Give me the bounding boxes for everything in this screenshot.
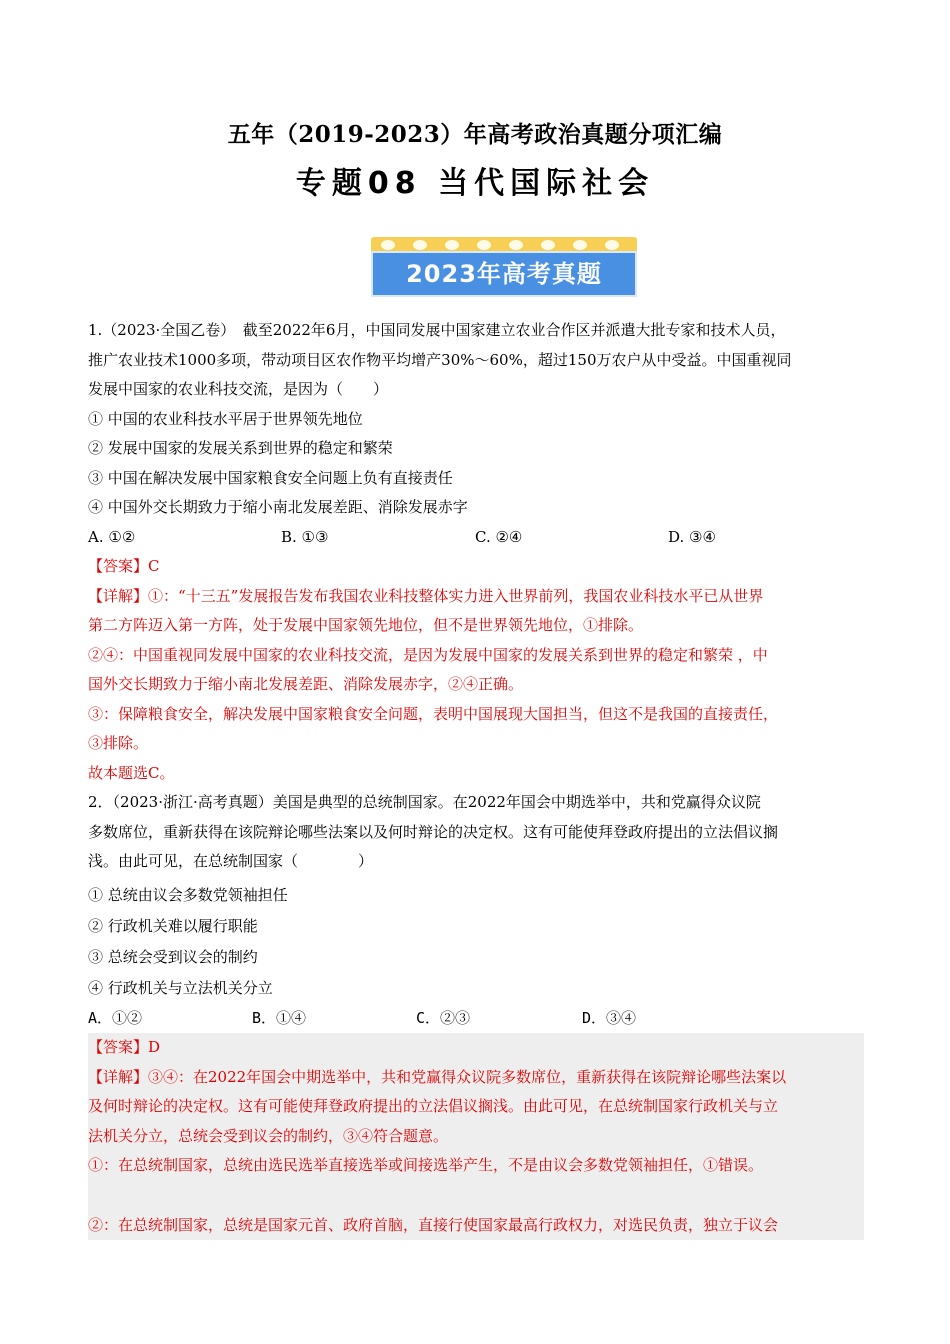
analysis-line: 第二方阵迈入第一方阵，处于发展中国家领先地位，但不是世界领先地位，①排除。: [88, 616, 644, 634]
question-item: ③ 总统会受到议会的制约: [88, 947, 258, 966]
question-item: ④ 行政机关与立法机关分立: [88, 978, 273, 997]
option-b: B．①④: [252, 1008, 307, 1027]
analysis-block: [88, 1033, 864, 1240]
question-stem-line: 2．（2023·浙江·高考真题）美国是典型的总统制国家。在2022年国会中期选举中，共和党赢得众议院: [88, 793, 761, 811]
binding-hole-icon: [445, 240, 459, 250]
question-stem-line: 多数席位，重新获得在该院辩论哪些法案以及何时辩论的决定权。这有可能使拜登政府提出的立法倡议搁: [88, 822, 779, 841]
binding-hole-icon: [573, 240, 587, 250]
question-stem-line: 发展中国家的农业科技交流，是因为（ ）: [88, 380, 389, 398]
questions-content: [88, 316, 864, 1240]
topic-title: 专题08 当代国际社会: [295, 166, 655, 201]
question-item: ③ 中国在解决发展中国家粮食安全问题上负有直接责任: [88, 468, 453, 487]
section-banner: [371, 237, 637, 297]
answer-options: [88, 523, 864, 553]
question-item: ④ 中国外交长期致力于缩小南北发展差距、消除发展赤字: [88, 498, 468, 516]
binding-hole-icon: [477, 240, 491, 250]
document-title: 五年（2019-2023）年高考政治真题分项汇编: [227, 121, 723, 148]
question-item: ② 行政机关难以履行职能: [88, 916, 258, 935]
analysis-line: 【详解】③④：在2022年国会中期选举中，共和党赢得众议院多数席位，重新获得在该院辩论哪些法案以: [88, 1067, 787, 1086]
question-stem-line: 推广农业技术1000多项，带动项目区农作物平均增产30%～60%，超过150万农户从中受益。中国重视同: [88, 350, 792, 369]
binding-hole-icon: [605, 240, 619, 250]
analysis-line: ②④：中国重视同发展中国家的农业科技交流，是因为发展中国家的发展关系到世界的稳定和繁荣 ，中: [88, 645, 768, 664]
answer-key: 【答案】D: [88, 1038, 161, 1056]
question-item: ① 总统由议会多数党领袖担任: [88, 885, 288, 904]
question-item: ① 中国的农业科技水平居于世界领先地位: [88, 409, 363, 428]
answer-key: 【答案】C: [88, 557, 160, 575]
option-a: A．①②: [88, 1008, 143, 1027]
analysis-line: 【详解】①：“十三五”发展报告发布我国农业科技整体实力进入世界前列，我国农业科技水平已从世界: [88, 586, 764, 605]
analysis-line: 及何时辩论的决定权。这有可能使拜登政府提出的立法倡议搁浅。由此可见，在总统制国家行政机关与立: [88, 1097, 779, 1115]
option-d: D．③④: [582, 1008, 637, 1027]
question-stem-line: 1.（2023·全国乙卷） 截至2022年6月，中国同发展中国家建立农业合作区并派遣大批专家和技术人员，: [88, 321, 786, 339]
binding-hole-icon: [381, 240, 395, 250]
option-c: C．②③: [416, 1008, 471, 1027]
binding-hole-icon: [509, 240, 523, 250]
section-banner-label: 2023年高考真题: [371, 251, 637, 297]
analysis-line: 法机关分立，总统会受到议会的制约，③④符合题意。: [88, 1126, 449, 1145]
question-stem-line: 浅。由此可见，在总统制国家（ ）: [88, 852, 374, 870]
answer-options: [88, 1004, 864, 1034]
analysis-line: ③排除。: [88, 734, 149, 752]
analysis-line: ①：在总统制国家，总统由选民选举直接选举或间接选举产生，不是由议会多数党领袖担任，①错误。: [88, 1156, 764, 1174]
option-a: A. ①②: [88, 527, 136, 546]
binding-hole-icon: [541, 240, 555, 250]
question-2: [88, 788, 864, 1240]
option-c: C. ②④: [475, 527, 523, 546]
analysis-line: ③：保障粮食安全，解决发展中国家粮食安全问题，表明中国展现大国担当，但这不是我国的直接责任，: [88, 704, 779, 723]
analysis-line: 故本题选C。: [88, 763, 175, 782]
question-item: ② 发展中国家的发展关系到世界的稳定和繁荣: [88, 439, 393, 457]
binding-hole-icon: [413, 240, 427, 250]
blank-spacer: [88, 1181, 864, 1211]
analysis-line: 国外交长期致力于缩小南北发展差距、消除发展赤字，②④正确。: [88, 675, 524, 693]
question-1: [88, 316, 864, 788]
option-b: B. ①③: [281, 527, 329, 546]
option-d: D. ③④: [668, 527, 716, 546]
analysis-line: ②：在总统制国家，总统是国家元首、政府首脑，直接行使国家最高行政权力，对选民负责，独立于议会: [88, 1215, 779, 1234]
